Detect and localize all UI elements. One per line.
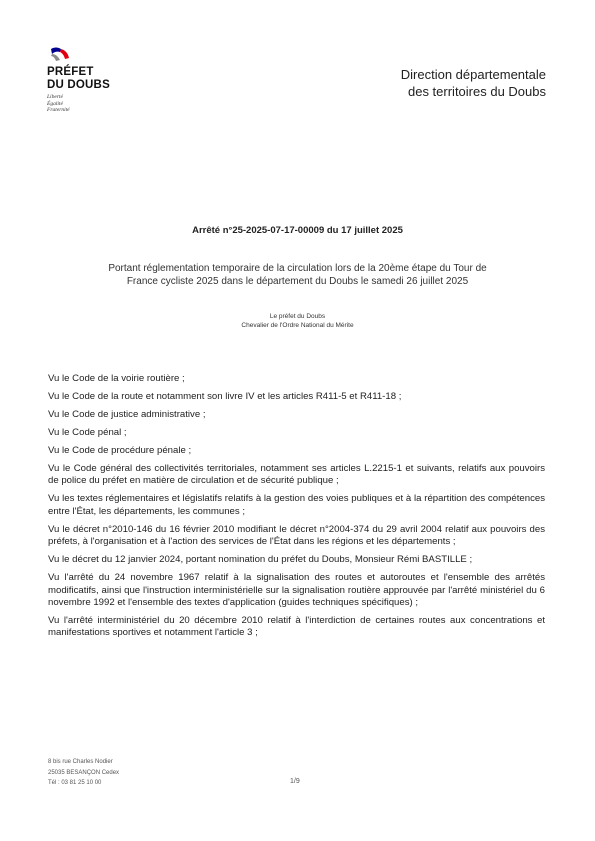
footer-city: 25035 BESANÇON Cedex [48,769,120,776]
motto-liberte: Liberté [47,94,63,100]
visa-item: Vu les textes réglementaires et législatifs relatifs à la gestion des voies publiques et à la répartition des compétences entre l'État, les départements, les communes ; [48,493,545,517]
arrete-title: Arrêté n°25-2025-07-17-00009 du 17 juillet 2025 [192,225,403,236]
motto-fraternite: Fraternité [47,107,70,113]
prefet-identity [0,312,595,330]
visa-item: Vu le Code de justice administrative ; [48,409,206,420]
direction-line-2: des territoires du Doubs [407,84,546,99]
republic-motto [47,94,137,114]
visa-item: Vu le Code général des collectivités territoriales, notamment ses articles L.2215-1 et suivants, relatifs aux pouvoirs de police du préfet en matière de circulation et de sécurité publique ; [48,463,545,487]
motto-egalite: Égalité [47,100,63,107]
logo-title [47,66,137,91]
prefet-logo [47,46,137,114]
prefet-line-2: Chevalier de l'Ordre National du Mérite [241,322,354,329]
prefet-line-1: Le préfet du Doubs [269,313,326,320]
footer-street: 8 bis rue Charles Nodier [48,759,113,765]
footer-phone: Tél : 03 81 25 10 00 [48,780,102,786]
footer-address [48,757,119,789]
subject-line-1: Portant réglementation temporaire de la circulation lors de la 20ème étape du Tour de [108,263,487,274]
page-number: 1/9 [290,778,300,785]
logo-line-prefet: PRÉFET [47,66,94,78]
visa-item: Vu le décret n°2010-146 du 16 février 2010 modifiant le décret n°2004-374 du 29 avril 2004 relatif aux pouvoirs des préfets, à l'organisation et à l'action des services de l'État dans les régions et les départements ; [48,523,545,548]
arrete-subject [60,262,535,288]
visa-item: Vu le Code pénal ; [48,427,127,438]
subject-line-2: France cycliste 2025 dans le département du Doubs le samedi 26 juillet 2025 [126,276,469,287]
visa-item: Vu le Code de la route et notamment son livre IV et les articles R411-5 et R411-18 ; [48,391,402,402]
direction-line-1: Direction départementale [400,67,546,82]
visa-item: Vu l'arrêté du 24 novembre 1967 relatif à la signalisation des routes et autoroutes et l'ensemble des arrêtés modificatifs, ainsi que l'instruction interministérielle sur la signalisation routière approuvée par l'arrêté ministériel du 6 novembre 1992 et l'ensemble des textes d'application (guides techniques spécifiques) ; [48,572,545,609]
visa-item: Vu l'arrêté interministériel du 20 décembre 2010 relatif à l'interdiction de certaines routes aux concentrations et manifestations sportives et notamment l'article 3 ; [48,615,545,639]
marianne-logo-icon [49,46,71,62]
logo-line-doubs: DU DOUBS [47,78,110,91]
visa-item: Vu le Code de procédure pénale ; [48,445,192,456]
direction-heading [401,66,546,100]
visas-list [48,373,545,645]
visa-item: Vu le Code de la voirie routière ; [48,373,185,384]
visa-item: Vu le décret du 12 janvier 2024, portant nomination du préfet du Doubs, Monsieur Rémi BASTILLE ; [48,554,473,566]
